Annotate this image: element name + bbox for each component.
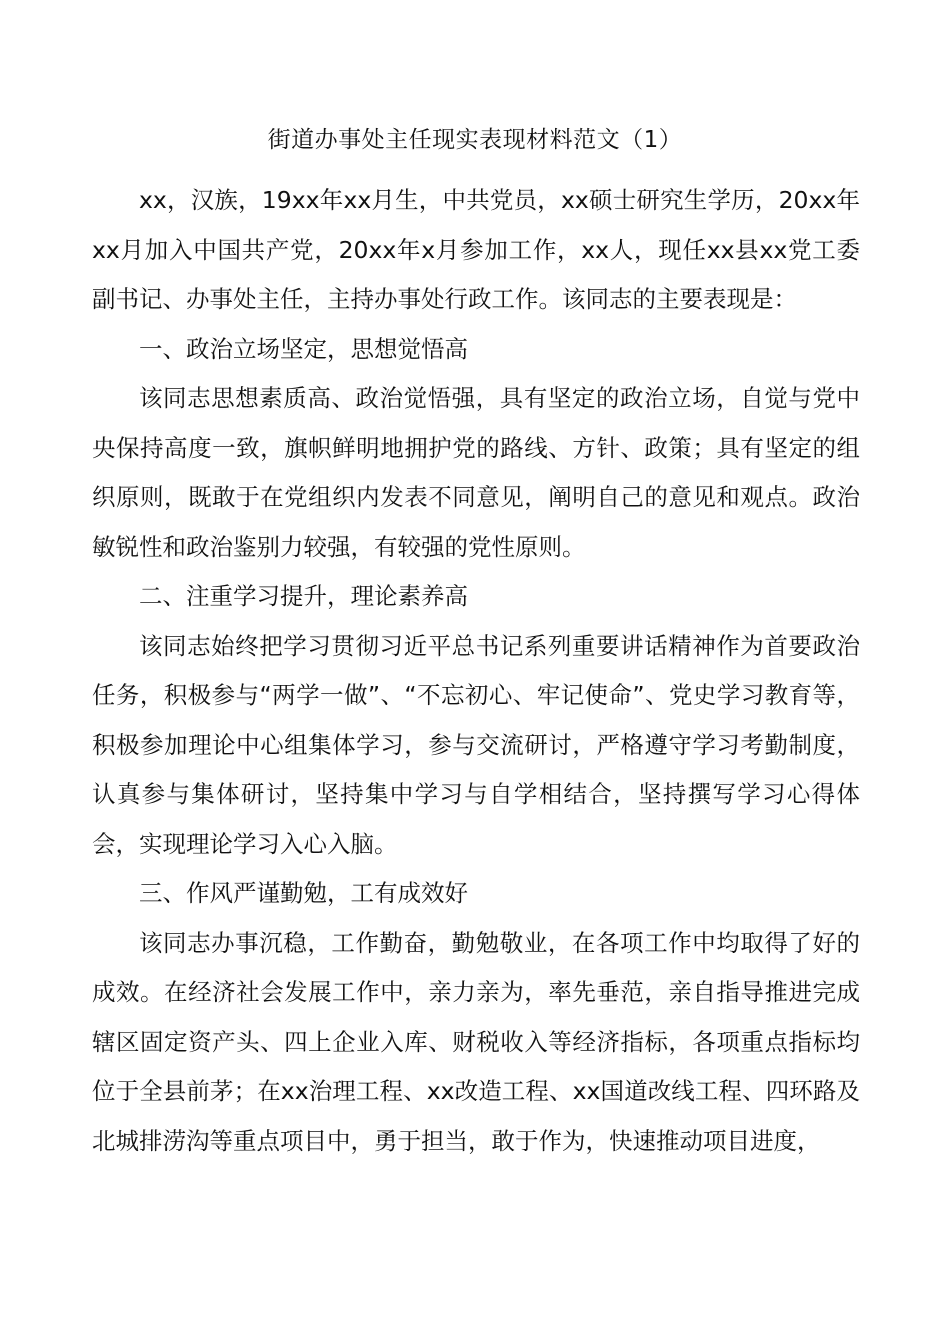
section-heading-2: 二、注重学习提升，理论素养高 bbox=[139, 582, 468, 610]
section-1-paragraph: 该同志思想素质高、政治觉悟强，具有坚定的政治立场，自觉与党中央保持高度一致，旗帜鲜明地拥护党的路线、方针、政策；具有坚定的组织原则，既敢于在党组织内发表不同意见，阐明自己的意见和观点。政治敏锐性和政治鉴别力较强，有较强的党性原则。 bbox=[92, 384, 860, 561]
section-3-paragraph: 该同志办事沉稳，工作勤奋，勤勉敬业，在各项工作中均取得了好的成效。在经济社会发展工作中，亲力亲为，率先垂范，亲自指导推进完成辖区固定资产头、四上企业入库、财税收入等经济指标，各项重点指标均位于全县前茅；在xx治理工程、xx改造工程、xx国道改线工程、四环路及北城排涝沟等重点项目中，勇于担当，敢于作为，快速推动项目进度， bbox=[92, 928, 860, 1155]
section-2-paragraph: 该同志始终把学习贯彻习近平总书记系列重要讲话精神作为首要政治任务，积极参与“两学一做”、“不忘初心、牢记使命”、党史学习教育等，积极参加理论中心组集体学习，参与交流研讨，严格遵守学习考勤制度，认真参与集体研讨，坚持集中学习与自学相结合，坚持撰写学习心得体会，实现理论学习入心入脑。 bbox=[92, 631, 860, 858]
document-body bbox=[92, 176, 860, 1166]
intro-paragraph: xx，汉族，19xx年xx月生，中共党员，xx硕士研究生学历，20xx年xx月加入中国共产党，20xx年x月参加工作，xx人，现任xx县xx党工委副书记、办事处主任，主持办事处行政工作。该同志的主要表现是： bbox=[92, 186, 860, 313]
section-heading-1: 一、政治立场坚定，思想觉悟高 bbox=[139, 334, 468, 363]
document-title: 街道办事处主任现实表现材料范文（1） bbox=[267, 127, 683, 153]
section-heading-3: 三、作风严谨勤勉，工有成效好 bbox=[139, 879, 468, 907]
